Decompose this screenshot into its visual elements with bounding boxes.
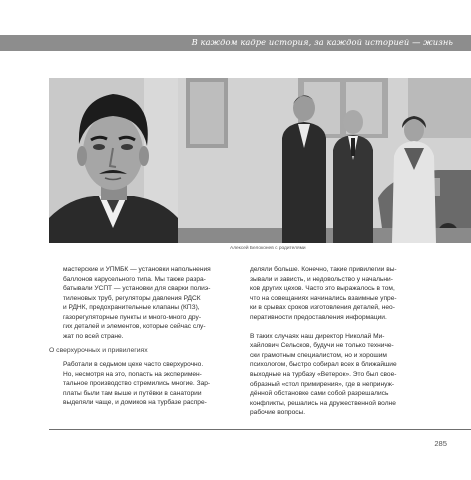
page-number: 285 — [434, 439, 447, 448]
running-header: В каждом кадре история, за каждой историей — жизнь — [191, 37, 453, 47]
section-subheading: О сверхурочных и привилегиях — [49, 347, 148, 354]
text-line: газорегуляторные пункты и много-много дру- — [63, 313, 202, 321]
text-line: батывали УСПТ — установки для сварки полиэ- — [63, 285, 211, 293]
text-line: выходные на турбазу «Ветерок». Это был свое- — [250, 370, 397, 378]
text-line: ски грамотным специалистом, но и хорошим — [250, 351, 387, 359]
text-line: баллонов карусельного типа. Мы также разра- — [63, 275, 206, 283]
text-line: хайлович Сельсков, будучи не только техниче- — [250, 342, 394, 350]
text-line: деляли больше. Конечно, такие привилегии вы- — [250, 266, 397, 273]
text-line: зывали и зависть, и недовольство у начальни- — [250, 275, 393, 283]
text-line: Работали в седьмом цехе часто сверхурочно. — [63, 361, 204, 368]
paragraph — [63, 360, 226, 408]
text-line: тиленовых труб, регуляторы давления РДСК — [63, 294, 201, 302]
text-column-right — [250, 265, 413, 418]
paragraph — [63, 265, 226, 341]
paragraph-gap — [250, 322, 413, 332]
paragraph — [250, 332, 413, 418]
text-line: что на совещаниях начинались взаимные упре- — [250, 294, 397, 302]
portrait-photo — [49, 78, 178, 243]
text-line: ки в срывах сроков изготовления деталей, нео- — [250, 304, 395, 312]
group-of-people-photo — [178, 78, 471, 243]
text-line: жат по всей стране. — [63, 332, 124, 340]
text-line: конфликты, решались на дружественной волне — [250, 399, 396, 407]
text-line: платы были там выше и путёвки в санатории — [63, 389, 202, 397]
text-line: выделяли чаще, и домиков на турбазе распре- — [63, 399, 207, 407]
text-column-left-continued — [63, 360, 226, 408]
text-line: и РДНК, предохранительные клапаны (КПЗ), — [63, 304, 200, 312]
text-line: гих деталей и элементов, которые сейчас слу- — [63, 323, 206, 331]
man-portrait-photo — [49, 78, 178, 243]
footer-divider — [49, 429, 471, 430]
text-column-left — [63, 265, 226, 341]
paragraph — [250, 265, 413, 322]
photo-caption: Алексей Белоконев с родителями — [230, 246, 306, 251]
text-line: ков других цехов. Часто это выражалось в том, — [250, 285, 395, 293]
group-photo — [178, 78, 471, 243]
text-line: перативности предоставления информации. — [250, 313, 387, 321]
photo-spread — [49, 78, 471, 243]
text-line: В таких случаях наш директор Николай Ми- — [250, 332, 385, 340]
text-line: психологом, быстро собирал всех в ближайшие — [250, 361, 397, 369]
text-line: мастерские и УПМБК — установки напольнения — [63, 266, 211, 273]
text-line: тальное производство стремились многие. Зар- — [63, 380, 211, 388]
text-line: рабочие вопросы. — [250, 409, 306, 417]
text-line: образный «стол примирения», где в непринуж- — [250, 380, 395, 388]
text-line: Но, несмотря на это, попасть на эксперимен- — [63, 370, 202, 378]
text-line: дённой обстановке сами собой разрешались — [250, 390, 389, 398]
